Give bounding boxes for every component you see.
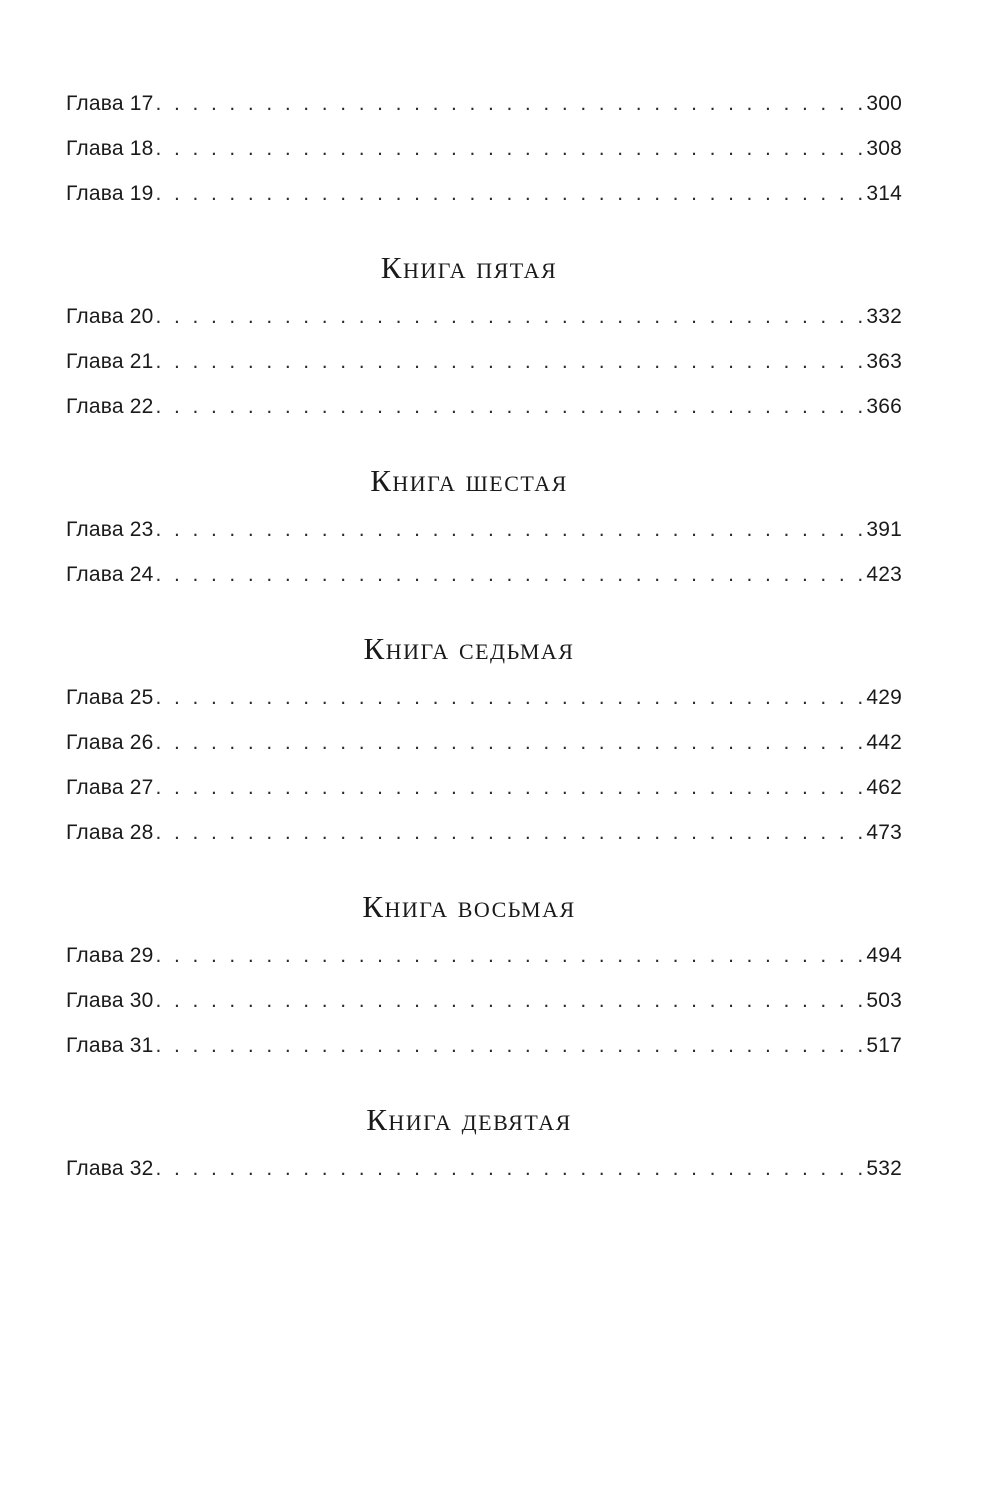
- dot-leader: [156, 944, 864, 968]
- dot-leader: [156, 92, 864, 116]
- book-heading: Книга пятая: [380, 250, 558, 285]
- chapter-label: Глава 32: [66, 1157, 154, 1180]
- book-heading: Книга восьмая: [362, 889, 576, 924]
- page-number: 314: [866, 182, 902, 205]
- page-number: 473: [866, 821, 902, 844]
- page-number: 391: [866, 518, 902, 541]
- table-of-contents: [66, 92, 902, 1202]
- page-number: 308: [866, 137, 902, 160]
- page-number: 332: [866, 305, 902, 328]
- dot-leader: [156, 137, 864, 161]
- toc-section: [66, 1087, 902, 1202]
- page-number: 494: [866, 944, 902, 967]
- chapter-label: Глава 26: [66, 731, 154, 754]
- chapter-label: Глава 19: [66, 182, 154, 205]
- book-heading: Книга седьмая: [363, 631, 575, 666]
- chapter-label: Глава 31: [66, 1034, 154, 1057]
- toc-entry[interactable]: [66, 518, 902, 563]
- dot-leader: [156, 350, 864, 374]
- page-number: 517: [866, 1034, 902, 1057]
- toc-entry[interactable]: [66, 1157, 902, 1202]
- toc-entry[interactable]: [66, 563, 902, 608]
- dot-leader: [156, 182, 864, 206]
- toc-section: [66, 92, 902, 227]
- toc-section: [66, 448, 902, 608]
- toc-entry[interactable]: [66, 137, 902, 182]
- toc-entry[interactable]: [66, 731, 902, 776]
- toc-entry[interactable]: [66, 944, 902, 989]
- dot-leader: [156, 518, 864, 542]
- chapter-label: Глава 29: [66, 944, 154, 967]
- dot-leader: [156, 305, 864, 329]
- page-number: 532: [866, 1157, 902, 1180]
- toc-entry[interactable]: [66, 92, 902, 137]
- toc-entry[interactable]: [66, 305, 902, 350]
- toc-entry[interactable]: [66, 821, 902, 866]
- dot-leader: [156, 821, 864, 845]
- dot-leader: [156, 395, 864, 419]
- chapter-label: Глава 21: [66, 350, 154, 373]
- toc-entry[interactable]: [66, 350, 902, 395]
- dot-leader: [156, 989, 864, 1013]
- page-number: 429: [866, 686, 902, 709]
- page-number: 442: [866, 731, 902, 754]
- page-number: 300: [866, 92, 902, 115]
- page-number: 462: [866, 776, 902, 799]
- chapter-label: Глава 28: [66, 821, 154, 844]
- toc-section: [66, 874, 902, 1079]
- chapter-label: Глава 24: [66, 563, 154, 586]
- toc-entry[interactable]: [66, 686, 902, 731]
- dot-leader: [156, 776, 864, 800]
- book-heading: Книга девятая: [366, 1102, 572, 1137]
- page-number: 363: [866, 350, 902, 373]
- toc-entry[interactable]: [66, 395, 902, 440]
- chapter-label: Глава 27: [66, 776, 154, 799]
- toc-entry[interactable]: [66, 1034, 902, 1079]
- book-heading: Книга шестая: [370, 463, 568, 498]
- page-number: 423: [866, 563, 902, 586]
- toc-section: [66, 235, 902, 440]
- chapter-label: Глава 30: [66, 989, 154, 1012]
- dot-leader: [156, 1034, 864, 1058]
- chapter-label: Глава 18: [66, 137, 154, 160]
- chapter-label: Глава 20: [66, 305, 154, 328]
- toc-section: [66, 616, 902, 866]
- dot-leader: [156, 731, 864, 755]
- chapter-label: Глава 17: [66, 92, 154, 115]
- chapter-label: Глава 23: [66, 518, 154, 541]
- toc-entry[interactable]: [66, 989, 902, 1034]
- page-number: 503: [866, 989, 902, 1012]
- toc-entry[interactable]: [66, 776, 902, 821]
- chapter-label: Глава 22: [66, 395, 154, 418]
- chapter-label: Глава 25: [66, 686, 154, 709]
- dot-leader: [156, 563, 864, 587]
- toc-entry[interactable]: [66, 182, 902, 227]
- page-number: 366: [866, 395, 902, 418]
- dot-leader: [156, 1157, 864, 1181]
- dot-leader: [156, 686, 864, 710]
